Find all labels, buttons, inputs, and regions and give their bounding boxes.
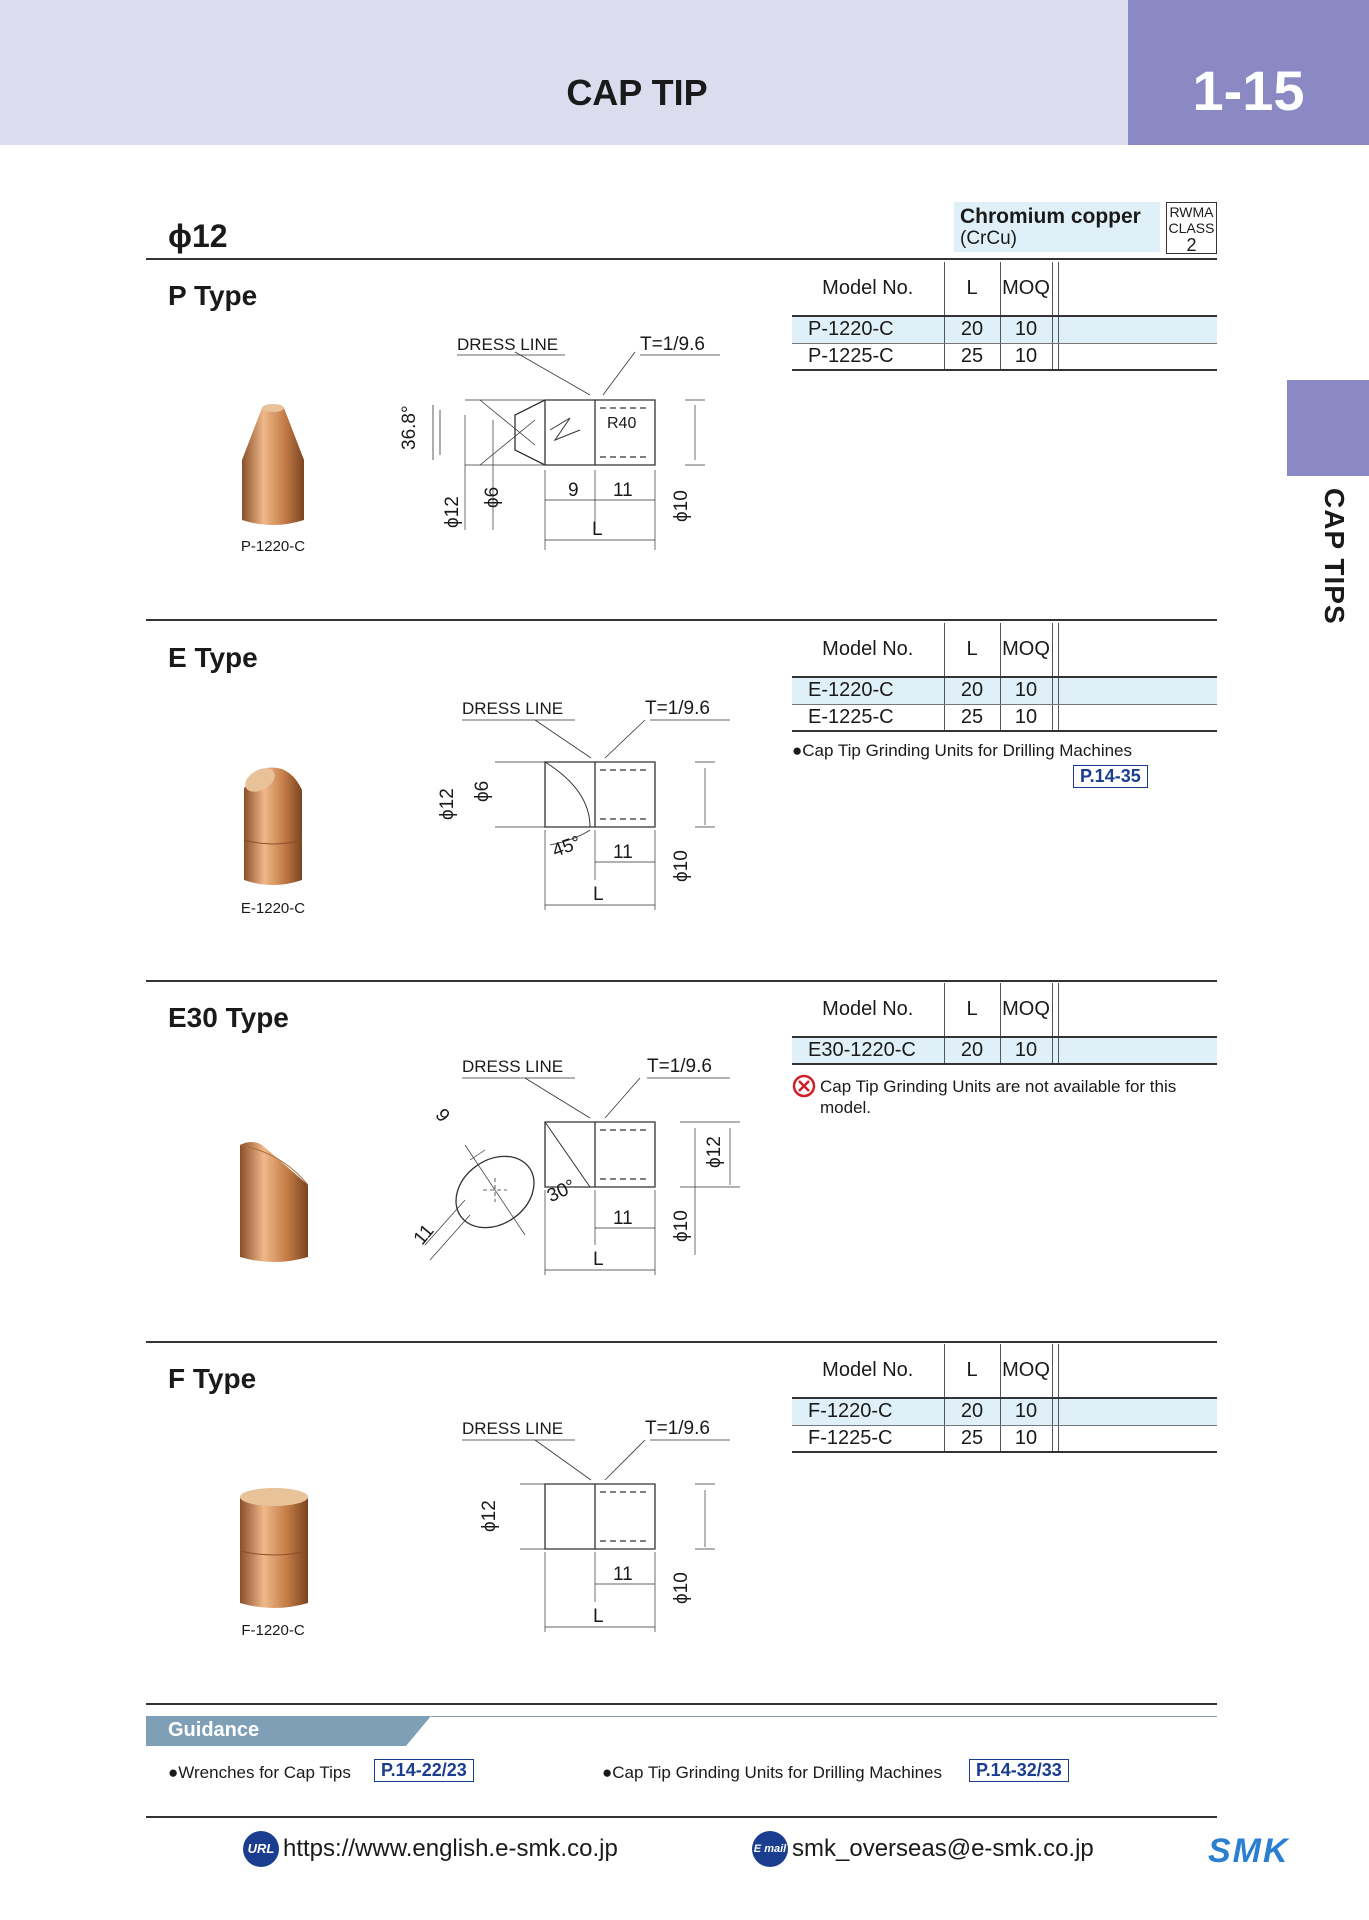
table-row	[792, 343, 1217, 370]
drawing-e-type	[395, 690, 735, 920]
rwma-class-label: CLASS	[1168, 220, 1215, 236]
url-icon: URL	[243, 1831, 279, 1867]
cell-moq: 10	[1000, 316, 1052, 343]
not-available-icon	[792, 1074, 816, 1098]
col-model: Model No.	[822, 277, 914, 299]
page-ref-link[interactable]: P.14-32/33	[969, 1759, 1069, 1782]
spec-table-p	[792, 262, 1217, 371]
length-9-label: 9	[430, 1104, 454, 1127]
grinding-unit-note-e: ●Cap Tip Grinding Units for Drilling Machines	[792, 741, 1133, 760]
cell-model: E-1220-C	[792, 677, 944, 704]
dia10-label: ϕ10	[671, 490, 692, 522]
dia10-label: ϕ10	[671, 1572, 692, 1604]
col-model: Model No.	[822, 638, 914, 660]
section-divider	[146, 1703, 1217, 1705]
section-divider	[146, 258, 1217, 260]
cell-moq: 10	[1000, 677, 1052, 704]
table-row	[792, 704, 1217, 731]
length-l-label: L	[593, 884, 604, 905]
col-length: L	[944, 983, 1000, 1037]
length-11-label: 11	[613, 480, 633, 501]
drawing-p-type	[385, 330, 725, 560]
cell-model: F-1225-C	[792, 1425, 944, 1452]
table-row	[792, 1425, 1217, 1452]
taper-label: T=1/9.6	[640, 334, 705, 355]
footer-url[interactable]	[243, 1831, 618, 1867]
length-11-label: 11	[613, 1208, 633, 1229]
spec-table-e	[792, 623, 1217, 732]
rwma-label: RWMA	[1169, 204, 1214, 220]
col-length: L	[944, 262, 1000, 316]
section-divider	[146, 619, 1217, 621]
cap-tip-photo-p	[228, 398, 318, 530]
dia10-label: ϕ10	[671, 850, 692, 882]
col-length: L	[944, 623, 1000, 677]
length-11-side-label: 11	[409, 1220, 439, 1250]
cell-moq: 10	[1000, 1398, 1052, 1425]
cell-model: E-1225-C	[792, 704, 944, 731]
photo-caption-f: F-1220-C	[241, 1622, 305, 1639]
rwma-class-value: 2	[1186, 235, 1197, 255]
cell-length: 20	[944, 677, 1000, 704]
table-row	[792, 1037, 1217, 1064]
col-model: Model No.	[822, 1359, 914, 1381]
cap-tip-photo-e30	[232, 1135, 316, 1265]
angle-label: 30°	[544, 1175, 579, 1208]
drawing-f-type	[395, 1412, 735, 1642]
taper-label: T=1/9.6	[645, 1418, 710, 1439]
cell-model: P-1225-C	[792, 343, 944, 370]
length-9-label: 9	[568, 480, 579, 501]
dia6-label: ϕ6	[472, 780, 493, 802]
dress-line-label: DRESS LINE	[462, 1419, 564, 1438]
length-11-label: 11	[613, 842, 633, 863]
material-name: Chromium copper	[960, 205, 1141, 228]
cell-length: 20	[944, 1398, 1000, 1425]
cell-length: 25	[944, 343, 1000, 370]
length-l-label: L	[592, 519, 603, 540]
length-l-label: L	[593, 1249, 604, 1270]
col-length: L	[944, 1344, 1000, 1398]
dia6-label: ϕ6	[482, 486, 503, 508]
material-code: (CrCu)	[960, 228, 1017, 249]
photo-caption-e: E-1220-C	[240, 900, 306, 917]
page-ref-link[interactable]: P.14-22/23	[374, 1759, 474, 1782]
footer-divider	[146, 1816, 1217, 1818]
footer-email[interactable]	[752, 1831, 1094, 1867]
cell-model: F-1220-C	[792, 1398, 944, 1425]
taper-label: T=1/9.6	[647, 1056, 712, 1077]
drawing-e30-type	[385, 1050, 745, 1282]
cell-length: 25	[944, 704, 1000, 731]
table-row	[792, 1398, 1217, 1425]
guidance-label: Guidance	[168, 1719, 260, 1741]
spec-table-e30	[792, 983, 1217, 1065]
cell-moq: 10	[1000, 1037, 1052, 1064]
type-title-e: E Type	[168, 642, 258, 673]
smk-logo: SMK	[1208, 1832, 1290, 1870]
section-divider	[146, 980, 1217, 982]
dress-line-label: DRESS LINE	[457, 335, 559, 354]
cell-length: 20	[944, 316, 1000, 343]
type-title-f: F Type	[168, 1363, 257, 1394]
guidance-bar	[146, 1716, 1217, 1746]
type-title-e30: E30 Type	[168, 1002, 289, 1033]
cap-tip-photo-f	[234, 1485, 314, 1613]
email-text: smk_overseas@e-smk.co.jp	[792, 1835, 1094, 1862]
dress-line-label: DRESS LINE	[462, 1057, 564, 1076]
length-l-label: L	[593, 1606, 604, 1627]
url-text: https://www.english.e-smk.co.jp	[283, 1835, 618, 1862]
page-ref-link[interactable]: P.14-35	[1073, 765, 1148, 788]
type-title-p: P Type	[168, 280, 258, 311]
side-tab	[1287, 380, 1369, 476]
dia12-label: ϕ12	[704, 1136, 725, 1168]
guidance-item-wrenches: ●Wrenches for Cap Tips	[168, 1763, 351, 1782]
dia10-label: ϕ10	[671, 1210, 692, 1242]
page-number: 1-15	[1128, 0, 1369, 145]
col-moq: MOQ	[1000, 262, 1052, 316]
rwma-class-box	[1166, 202, 1217, 254]
dress-line-label: DRESS LINE	[462, 699, 564, 718]
photo-caption-p: P-1220-C	[240, 538, 306, 555]
col-moq: MOQ	[1000, 1344, 1052, 1398]
cell-moq: 10	[1000, 704, 1052, 731]
dia12-label: ϕ12	[479, 1500, 500, 1532]
table-row	[792, 677, 1217, 704]
not-available-note: Cap Tip Grinding Units are not available for this model.	[820, 1077, 1177, 1117]
size-title: ϕ12	[168, 218, 228, 254]
angle-label: 36.8°	[399, 405, 420, 450]
email-icon: E mail	[752, 1831, 788, 1867]
guidance-item-grinding: ●Cap Tip Grinding Units for Drilling Machines	[602, 1763, 943, 1782]
material-box	[954, 202, 1160, 252]
cell-model: E30-1220-C	[792, 1037, 944, 1064]
section-divider	[146, 1341, 1217, 1343]
col-moq: MOQ	[1000, 623, 1052, 677]
side-tab-label: CAP TIPS	[1319, 488, 1350, 625]
cell-length: 20	[944, 1037, 1000, 1064]
dia12-label: ϕ12	[437, 788, 458, 820]
cell-moq: 10	[1000, 343, 1052, 370]
dia12-label: ϕ12	[442, 496, 463, 528]
taper-label: T=1/9.6	[645, 698, 710, 719]
col-moq: MOQ	[1000, 983, 1052, 1037]
length-11-label: 11	[613, 1564, 633, 1585]
spec-table-f	[792, 1344, 1217, 1453]
page-title: CAP TIP	[566, 72, 708, 113]
cell-moq: 10	[1000, 1425, 1052, 1452]
cell-model: P-1220-C	[792, 316, 944, 343]
cap-tip-photo-e	[230, 760, 316, 890]
col-model: Model No.	[822, 998, 914, 1020]
angle-label: 45°	[549, 832, 584, 862]
radius-label: R40	[607, 415, 637, 432]
table-row	[792, 316, 1217, 343]
cell-length: 25	[944, 1425, 1000, 1452]
